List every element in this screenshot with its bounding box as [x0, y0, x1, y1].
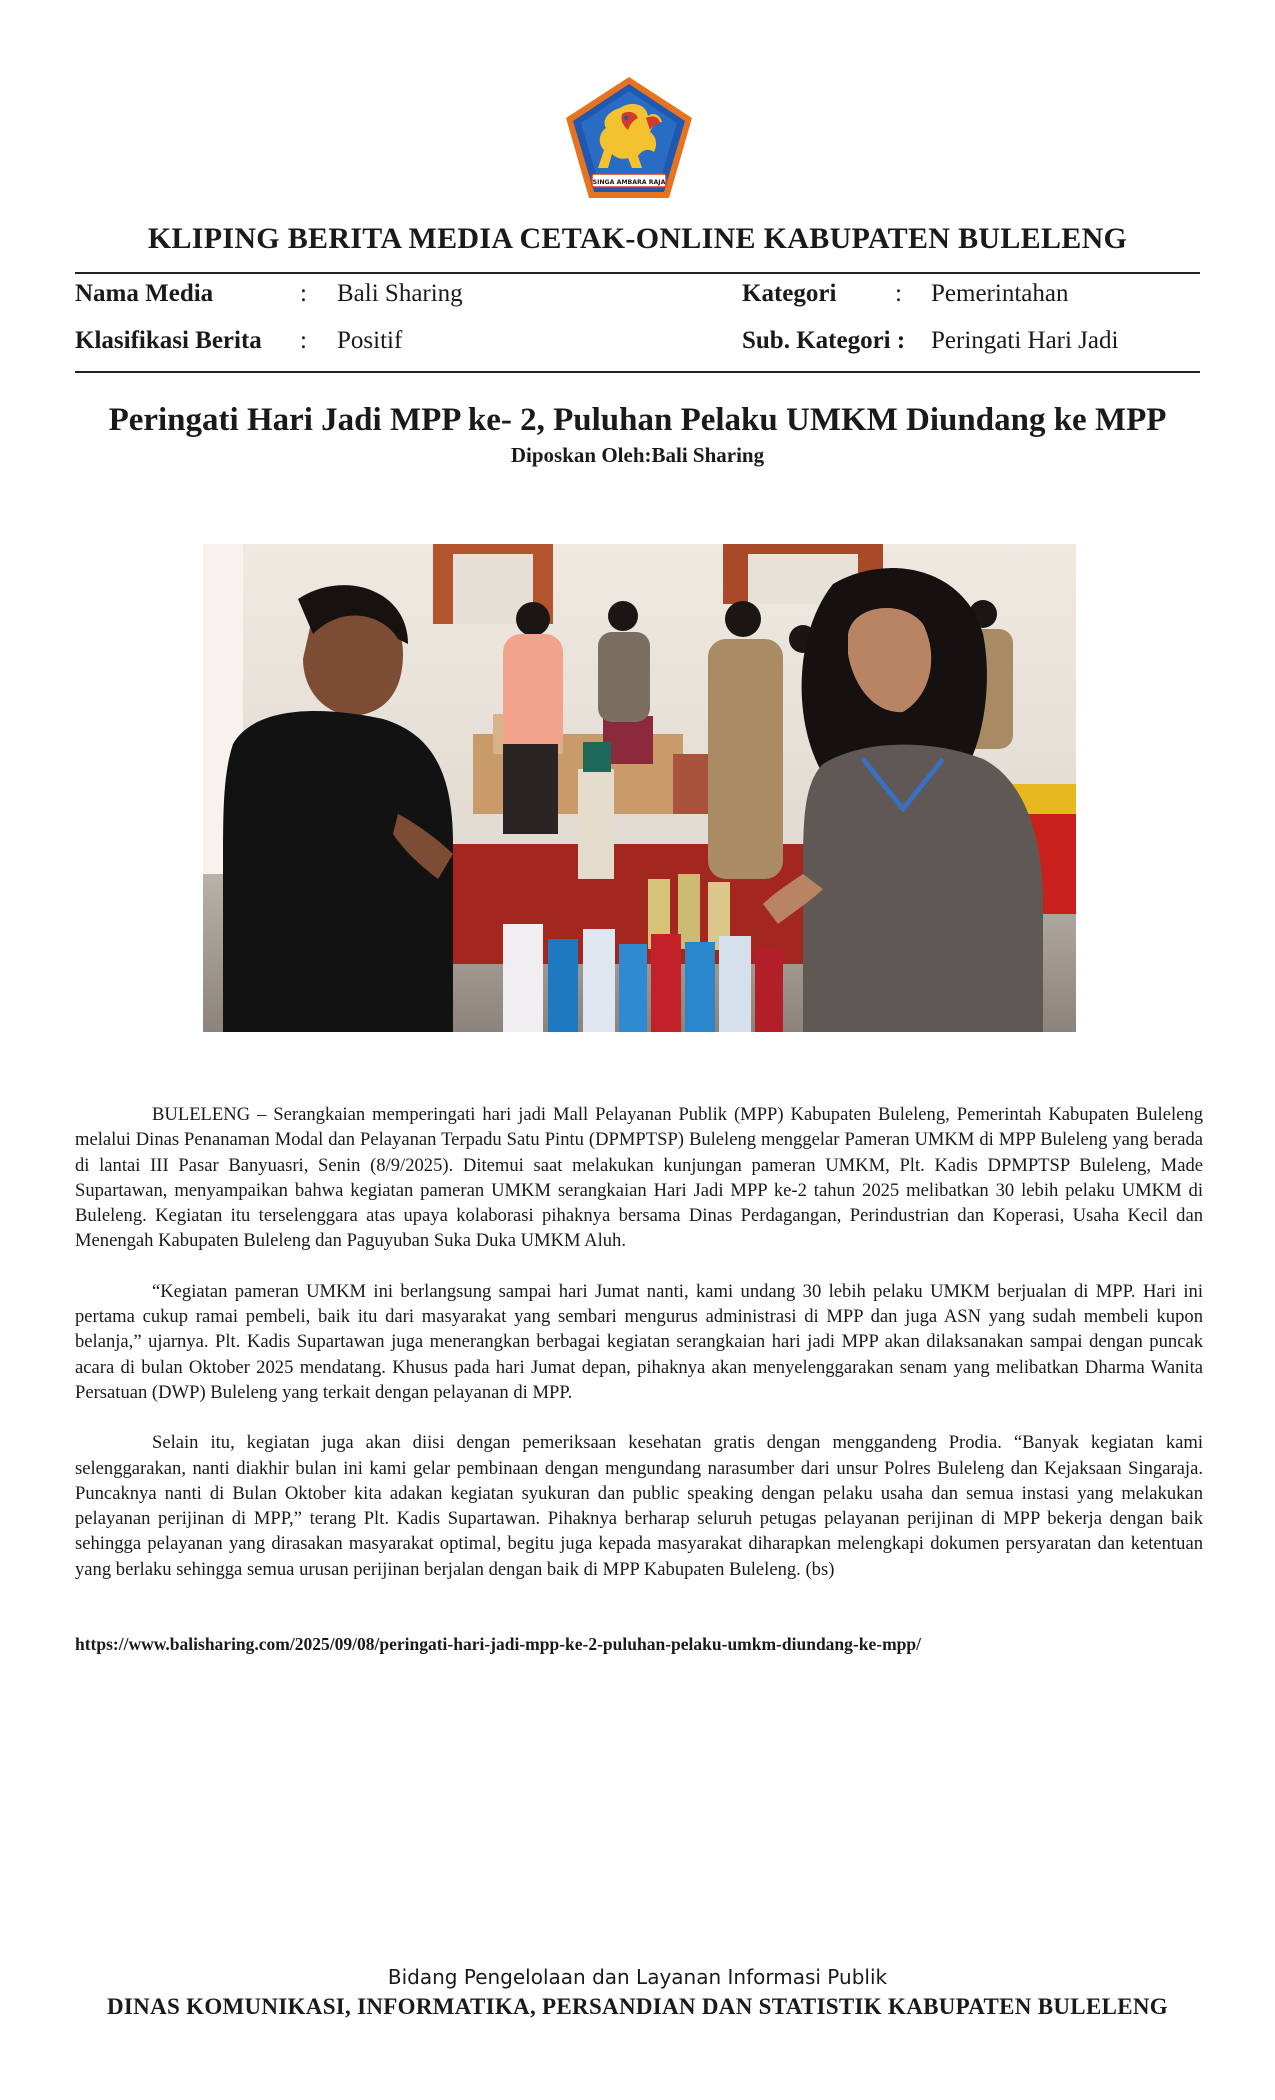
meta-row-2 [75, 327, 1200, 367]
nama-media-value: Bali Sharing [337, 280, 463, 307]
nama-media-colon: : [300, 280, 307, 307]
kategori-value: Pemerintahan [931, 280, 1069, 307]
source-url-link[interactable]: https://www.balisharing.com/2025/09/08/peringati-hari-jadi-mpp-ke-2-puluhan-pelaku-umkm-diundang-ke-mpp/ [75, 1634, 921, 1654]
footer-agency: DINAS KOMUNIKASI, INFORMATIKA, PERSANDIAN DAN STATISTIK KABUPATEN BULELENG [107, 1994, 1168, 2019]
clipping-header-title: KLIPING BERITA MEDIA CETAK-ONLINE KABUPATEN BULELENG [147, 222, 1128, 255]
article-photo [203, 544, 1076, 1032]
sub-kategori-value: Peringati Hari Jadi [931, 327, 1119, 354]
header-rule-bottom [75, 371, 1200, 373]
crest-banner-text: SINGA AMBARA RAJA [592, 179, 666, 186]
article-paragraph: Selain itu, kegiatan juga akan diisi dengan pemeriksaan kesehatan gratis dengan menggandeng Prodia. “Banyak kegiatan kami selenggarakan, nanti diakhir bulan ini kami gelar pembinaan dengan mengundang narasumber dari unsur Polres Buleleng dan Kejaksaan Singaraja. Puncaknya nanti di Bulan Oktober kita adakan kegiatan syukuran dan public speaking dengan pelaku usaha dan semua instasi yang melakukan pelayanan perijinan di MPP,” terang Plt. Kadis Supartawan. Pihaknya berharap seluruh petugas pelayanan perijinan di MPP bekerja dengan baik sehingga pelayanan yang dirasakan masyarakat optimal, begitu juga kepada masyarakat diharapkan melengkapi dokumen persyaratan dan ketentuan yang berlaku sehingga semua urusan perijinan berjalan dengan baik di MPP Kabupaten Buleleng. (bs) [75, 1432, 1203, 1580]
article-paragraph: BULELENG – Serangkaian memperingati hari jadi Mall Pelayanan Publik (MPP) Kabupaten Buleleng, Pemerintah Kabupaten Buleleng melalui Dinas Penanaman Modal dan Pelayanan Terpadu Satu Pintu (DPMPTSP) Buleleng menggelar Pameran UMKM di MPP Buleleng yang berada di lantai III Pasar Banyuasri, Senin (8/9/2025). Ditemui saat melakukan kunjungan pameran UMKM, Plt. Kadis DPMPTSP Buleleng, Made Supartawan, menyampaikan bahwa kegiatan pameran UMKM serangkaian Hari Jadi MPP ke-2 tahun 2025 melibatkan 30 lebih pelaku UMKM di Buleleng. Kegiatan itu terselenggara atas upaya kolaborasi pihaknya bersama Dinas Perdagangan, Perindustrian dan Koperasi, Usaha Kecil dan Menengah Kabupaten Buleleng dan Paguyuban Suka Duka UMKM Aluh. [75, 1104, 1203, 1252]
header-rule-top [75, 272, 1200, 274]
kategori-label: Kategori [742, 280, 837, 307]
buleleng-regency-crest-icon [562, 74, 696, 202]
klasifikasi-label: Klasifikasi Berita [75, 327, 262, 354]
sub-kategori-label: Sub. Kategori : [742, 327, 906, 354]
article-body [75, 1102, 1203, 1607]
article-paragraph: “Kegiatan pameran UMKM ini berlangsung sampai hari Jumat nanti, kami undang 30 lebih pelaku UMKM berjualan di MPP. Hari ini pertama cukup ramai pembeli, baik itu dari masyarakat yang sembari mengurus administrasi di MPP dan juga ASN yang sudah membeli kupon belanja,” ujarnya. Plt. Kadis Supartawan juga menerangkan berbagai kegiatan serangkaian hari jadi MPP akan dilaksanakan sampai dengan puncak acara di bulan Oktober 2025 mendatang. Khusus pada hari Jumat depan, pihaknya akan menyelenggarakan senam yang melibatkan Dharma Wanita Persatuan (DWP) Buleleng yang terkait dengan pelayanan di MPP. [75, 1280, 1203, 1403]
klasifikasi-value: Positif [337, 327, 403, 354]
kategori-colon: : [895, 280, 902, 307]
meta-row-1 [75, 280, 1200, 320]
nama-media-label: Nama Media [75, 280, 214, 307]
article-title: Peringati Hari Jadi MPP ke- 2, Puluhan Pelaku UMKM Diundang ke MPP [108, 402, 1167, 438]
klasifikasi-colon: : [300, 327, 307, 354]
footer-division: Bidang Pengelolaan dan Layanan Informasi Publik [387, 1965, 888, 1989]
article-byline: Diposkan Oleh:Bali Sharing [510, 443, 765, 467]
